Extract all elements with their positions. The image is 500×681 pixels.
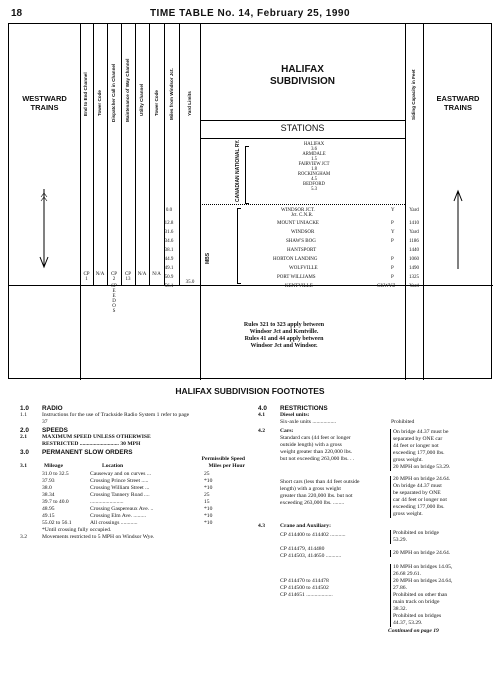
- table-row: 55.02 to 56.1 All crossings ............ *10: [42, 520, 213, 526]
- page-number: 18: [11, 8, 23, 19]
- westward-arrow-icon: [38, 189, 50, 269]
- cn-station-name: BEDFORD: [303, 182, 325, 187]
- section-number: 2.1: [20, 434, 27, 440]
- cn-station-name: FAIRVIEW JCT: [298, 162, 330, 167]
- standard-cars-restriction: On bridge 44.37 must be separated by ONE car 44 feet or longer not exceeding 177,000 lbs. gross weight. 20 MPH on bridge 53.29.: [390, 429, 450, 471]
- col-tower-code: Tower Code: [97, 90, 102, 116]
- col-yard-limits: Yard Limits: [187, 91, 192, 116]
- radio-instructions: Instructions for the use of Trackside Radio System 1 refer to page 37: [42, 412, 190, 425]
- crane-group-3-restriction: 10 MPH on bridges 14.05, 26.68 29.61. 20 MPH on bridges 24.64, 27.86. Prohibited on other than main track on bridge 38.32. Prohibited on bridges 44.37, 53.29.: [390, 564, 452, 627]
- col-maintenance-channel: Maintenance of Way Channel: [125, 58, 130, 122]
- section-title: PERMANENT SLOW ORDERS: [42, 449, 133, 456]
- section-title: SPEEDS: [42, 427, 68, 434]
- eastward-trains-label: EASTWARD TRAINS: [436, 94, 480, 112]
- standard-cars: Standard cars (44 feet or longer outside length) with a gross weight greater than 220,000 lbs. but not exceeding 263,000 lbs. . .: [280, 435, 355, 462]
- station-code: P: [391, 275, 394, 280]
- diesel-units-title: Diesel units:: [280, 412, 310, 418]
- mile-value: 50.9: [164, 275, 174, 280]
- continued-note: Continued on page 19: [388, 628, 439, 634]
- siding-capacity: Yard: [409, 208, 419, 213]
- six-axle-units: Six-axle units .................: [280, 419, 337, 425]
- station-code: P: [391, 257, 394, 262]
- station-list: [241, 208, 407, 288]
- mile-value: 56.1: [164, 284, 174, 289]
- station-name: WINDSOR: [291, 230, 315, 235]
- page-header: [8, 6, 492, 22]
- mile-value: 34.6: [164, 239, 174, 244]
- section-number: 2.0: [20, 427, 29, 434]
- station-name: SHAW'S BOG: [286, 239, 316, 244]
- station-code: P: [391, 239, 394, 244]
- section-number: 3.1: [20, 463, 27, 469]
- cn-station-name: ROCKINGHAM: [297, 172, 331, 177]
- dispatcher-channel-value: CP 2: [110, 272, 118, 282]
- col-siding-capacity: Siding Capacity in Feet: [411, 69, 416, 120]
- footnotes-right-column: [258, 405, 490, 635]
- end-to-end-channel-value: CP 1: [83, 272, 90, 282]
- speed-header: Permissible Speed Miles per Hour: [201, 456, 245, 469]
- siding-capacity: 1186: [409, 239, 419, 244]
- footnotes-left-column: [20, 405, 245, 541]
- tower-code-2-value: N/A: [152, 272, 161, 277]
- mile-value: 12.8: [164, 221, 174, 226]
- table-row: 39.7 to 40.0 ........................ 15: [42, 499, 210, 505]
- col-end-to-end-channel: End to End Channel: [83, 72, 88, 116]
- siding-capacity: 1490: [409, 266, 419, 271]
- section-number: 4.3: [258, 523, 265, 529]
- siding-capacity: Yard: [409, 230, 419, 235]
- canadian-national-label: CANADIAN NATIONAL RY.: [235, 139, 241, 202]
- cars-title: Cars:: [280, 428, 294, 434]
- footnotes-title: HALIFAX SUBDIVISION FOOTNOTES: [175, 386, 325, 396]
- col-tower-code-2: Tower Code: [154, 90, 159, 116]
- crane-group-1-restriction: Prohibited on bridge 53.29.: [390, 530, 439, 544]
- rules-note: Rules 321 to 323 apply between Windsor Jct and Kentville. Rules 41 and 44 apply between Windsor Jct and Windsor.: [243, 322, 325, 349]
- station-name: KENTVILLE: [285, 284, 313, 289]
- mileage-header: Mileage: [44, 463, 63, 469]
- station-code: CKWYZ: [377, 284, 396, 289]
- col-utility-channel: Utility Channel: [139, 83, 144, 116]
- col-dispatcher-channel: Dispatcher Call in Channel: [111, 63, 116, 122]
- westward-trains-label: WESTWARD TRAINS: [22, 94, 67, 112]
- subdivision-title: HALIFAX SUBDIVISION: [269, 64, 335, 87]
- maintenance-channel-value: CP 13: [124, 272, 132, 282]
- station-code: P: [391, 221, 394, 226]
- station-name: WOLFVILLE: [289, 266, 318, 271]
- mile-value: 38.1: [164, 248, 174, 253]
- mile-value: 49.1: [164, 266, 174, 271]
- station-note: Jct. C.N.R.: [291, 213, 314, 218]
- mbs-label: MBS: [205, 252, 211, 264]
- table-row: 31.0 to 32.5 Causeway and on curves ... 25: [42, 471, 210, 477]
- station-code: P: [391, 266, 394, 271]
- utility-channel-value: N/A: [137, 272, 147, 277]
- eastward-arrow-icon: [452, 189, 464, 269]
- cn-station-dist: 4.5: [311, 177, 317, 182]
- siding-capacity: 1410: [409, 221, 419, 226]
- yard-limit-value: 35.0: [185, 280, 195, 285]
- wye-restriction: Movements restricted to 5 MPH on Windsor Wye.: [42, 534, 155, 540]
- crane-group-2-restriction: 20 MPH on bridge 24.64.: [390, 550, 450, 557]
- crane-group-1: CP 414400 to 414402 ...........: [280, 532, 346, 538]
- mile-value: 31.6: [164, 230, 174, 235]
- section-number: 4.2: [258, 428, 265, 434]
- table-row: 49.15 Crossing Elm Ave. ......... *10: [42, 513, 213, 519]
- cn-station-name: ARMDALE: [302, 152, 326, 157]
- station-code: Y: [391, 208, 395, 213]
- crane-group-2: CP 414479, 414480 CP 414503, 414650 ...........: [280, 546, 342, 559]
- section-number: 4.1: [258, 412, 265, 418]
- six-axle-prohibited: Prohibited: [391, 419, 415, 425]
- short-cars-restriction: 20 MPH on bridge 24.64. On bridge 44.37 must be separated by ONE car 44 feet or longer not exceeding 177,000 lbs. gross weight.: [390, 476, 450, 518]
- table-row: 38.34 Crossing Tannery Road .... 25: [42, 492, 210, 498]
- section-number: 3.0: [20, 449, 29, 456]
- siding-capacity: Yard: [409, 284, 419, 289]
- location-header: Location: [102, 463, 124, 469]
- section-number: 1.0: [20, 405, 29, 412]
- siding-capacity-column: [405, 208, 423, 288]
- station-name: HORTON LANDING: [273, 257, 318, 262]
- mile-value: 0.0: [165, 208, 173, 213]
- siding-capacity: 1060: [409, 257, 419, 262]
- siding-capacity: 1440: [409, 248, 419, 253]
- station-name: HANTSPORT: [287, 248, 317, 253]
- crane-group-3: CP 414470 to 414478 CP 414500 to 414502 CP 414651 ...................: [280, 578, 333, 598]
- tower-code-speedos: SPEEDOS: [111, 284, 117, 314]
- section-number: 3.2: [20, 534, 27, 540]
- timetable-grid: [8, 23, 492, 379]
- miles-column: [159, 208, 179, 289]
- station-name: PORT WILLIAMS: [277, 275, 316, 280]
- crane-title: Crane and Auxiliary:: [280, 523, 331, 529]
- section-title: RESTRICTIONS: [280, 405, 328, 412]
- short-cars: Short cars (less than 44 feet outside length) with a gross weight greater than 220,000 lbs. but not exceeding 263,000 lbs. ........: [280, 479, 360, 506]
- section-number: 4.0: [258, 405, 267, 412]
- cn-station-dist: 3.6: [311, 147, 317, 152]
- cn-station-name: HALIFAX: [303, 142, 325, 147]
- col-miles-from-windsor: Miles from Windsor Jct.: [169, 68, 174, 120]
- table-row: 48.95 Crossing Gaspereaux Ave. .. *10: [42, 506, 213, 512]
- section-number: 1.1: [20, 412, 27, 418]
- mile-value: 44.9: [164, 257, 174, 262]
- cn-station-list: [249, 142, 379, 204]
- section-title: RADIO: [42, 405, 63, 412]
- cn-station-dist: 1.5: [311, 157, 317, 162]
- station-name: MOUNT UNIACKE: [277, 221, 319, 226]
- tower-code-value: N/A: [95, 272, 105, 277]
- cn-station-dist: 5.3: [311, 187, 317, 192]
- station-name: WINDSOR JCT.: [281, 208, 315, 213]
- table-row: 37.93 Crossing Prince Street ..... *10: [42, 478, 213, 484]
- slow-orders-table: [20, 471, 245, 527]
- station-code: Y: [391, 230, 395, 235]
- cn-station-dist: 1.8: [311, 167, 317, 172]
- document-title: TIME TABLE No. 14, February 25, 1990: [149, 8, 351, 19]
- max-speed: MAXIMUM SPEED UNLESS OTHERWISE RESTRICTED ............................ 30 MPH: [42, 434, 151, 447]
- siding-capacity: 1325: [409, 275, 419, 280]
- until-note: *Until crossing fully occupied.: [42, 527, 112, 533]
- table-row: 38.0 Crossing William Street ... *10: [42, 485, 213, 491]
- stations-heading: STATIONS: [280, 123, 325, 133]
